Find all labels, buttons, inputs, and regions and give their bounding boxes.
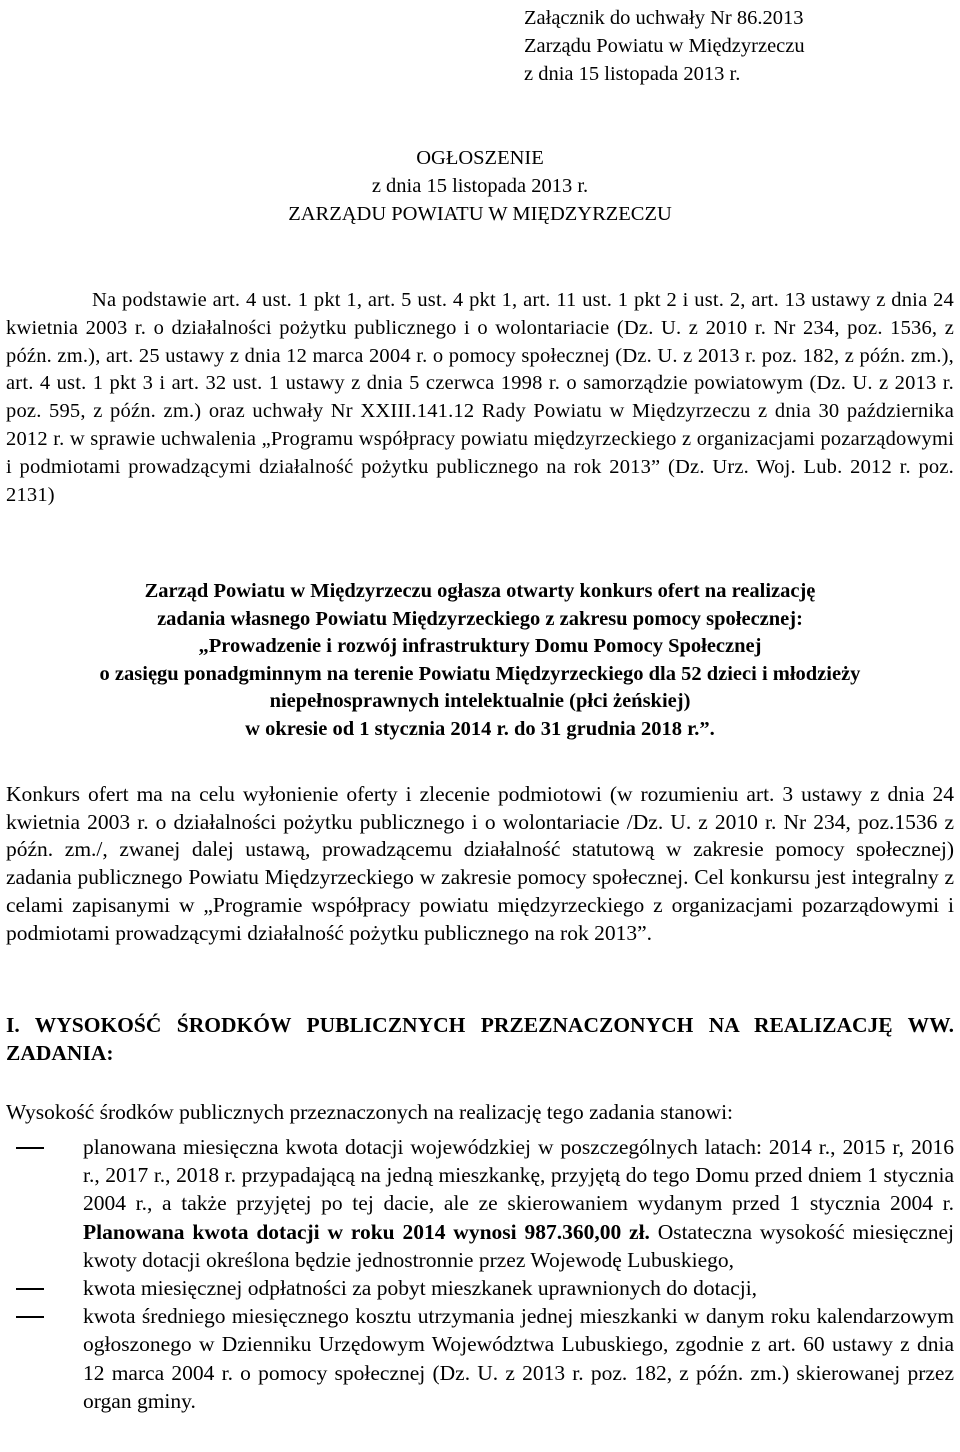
- title-issuer: ZARZĄDU POWIATU W MIĘDZYRZECZU: [288, 203, 672, 225]
- contest-purpose: [6, 781, 954, 947]
- list-item: [6, 1133, 954, 1274]
- annex-line-2: Zarządu Powiatu w Międzyrzeczu: [524, 35, 805, 57]
- bullet-3-text: kwota średniego miesięcznego kosztu utrzymania jednej mieszkanki w danym roku kalendarzowym ogłoszonego w Dzienniku Urzędowym Województwa Lubuskiego, zgodnie z art. 60 ustawy z dnia 12 marca 2004 r. o pomocy społecznej (Dz. U. z 2013 r. poz. 182, z późn. zm.) skierowanej przez organ gminy.: [83, 1304, 954, 1413]
- title-date: z dnia 15 listopada 2013 r.: [371, 175, 589, 197]
- announcement-line-1: Zarząd Powiatu w Międzyrzeczu ogłasza otwarty konkurs ofert na realizację: [144, 580, 816, 602]
- purpose-paragraph: Konkurs ofert ma na celu wyłonienie oferty i zlecenie podmiotowi (w rozumieniu art. 3 ustawy z dnia 24 kwietnia 2003 r. o działalności pożytku publicznego i o wolontariacie /Dz. U. z 2010 r. Nr 234, poz.1536 z późn. zm./, zwanej dalej ustawą, prowadzącemu działalność statutową w zakresie pomocy społecznej) zadania publicznego Powiatu Międzyrzeckiego w zakresie pomocy społecznej. Cel konkursu jest integralny z celami zapisanymi w „Programie współpracy powiatu międzyrzeckiego z organizacjami pozarządowymi i podmiotami prowadzącymi działalność pożytku publicznego na rok 2013”.: [6, 782, 954, 945]
- list-item: [6, 1274, 954, 1302]
- announcement: [6, 578, 954, 743]
- bullet-1-tail: Ostateczna wysokość miesięcznej kwoty dotacji określona będzie jednostronnie przez Wojewodę Lubuskiego,: [83, 1219, 954, 1272]
- announcement-line-3: „Prowadzenie i rozwój infrastruktury Domu Pomocy Społecznej: [198, 635, 762, 657]
- annex-note: [524, 4, 805, 88]
- announcement-line-6: w okresie od 1 stycznia 2014 r. do 31 grudnia 2018 r.”.: [245, 717, 715, 740]
- section-heading: [6, 1012, 954, 1067]
- legal-basis: [6, 287, 954, 509]
- funding-intro: [6, 1098, 954, 1126]
- list-item: [6, 1302, 954, 1415]
- section-1-heading: I. WYSOKOŚĆ ŚRODKÓW PUBLICZNYCH PRZEZNACZONYCH NA REALIZACJĘ WW. ZADANIA:: [6, 1013, 954, 1065]
- announcement-line-5: niepełnosprawnych intelektualnie (płci żeńskiej): [269, 690, 691, 712]
- annex-line-3: z dnia 15 listopada 2013 r.: [524, 63, 741, 85]
- document-title: [6, 144, 954, 228]
- bullet-1-bold: Planowana kwota dotacji w roku 2014 wynosi 987.360,00 zł.: [83, 1219, 650, 1244]
- annex-line-1: Załącznik do uchwały Nr 86.2013: [524, 7, 804, 29]
- bullet-1-text: planowana miesięczna kwota dotacji wojewódzkiej w poszczególnych latach: 2014 r., 2015 r, 2016 r., 2017 r., 2018 r. przypadającą na jedną mieszkankę, przyjętą do tego Domu przed dniem 1 stycznia 2004 r., a także przyjętej po tej dacie, ale ze skierowaniem wydanym przed 1 stycznia 2004 r.: [83, 1135, 954, 1216]
- funding-intro-text: Wysokość środków publicznych przeznaczonych na realizację tego zadania stanowi:: [6, 1100, 734, 1124]
- announcement-line-4: o zasięgu ponadgminnym na terenie Powiatu Międzyrzeckiego dla 52 dzieci i młodzieży: [99, 662, 861, 685]
- announcement-line-2: zadania własnego Powiatu Międzyrzeckiego z zakresu pomocy społecznej:: [157, 607, 803, 630]
- funding-list: [6, 1133, 954, 1415]
- bullet-2-text: kwota miesięcznej odpłatności za pobyt mieszkanek uprawnionych do dotacji,: [83, 1276, 758, 1301]
- legal-basis-paragraph: Na podstawie art. 4 ust. 1 pkt 1, art. 5 ust. 4 pkt 1, art. 11 ust. 1 pkt 2 i ust. 2, art. 13 ustawy z dnia 24 kwietnia 2003 r. o działalności pożytku publicznego i o wolontariacie (Dz. U. z 2010 r. Nr 234, poz. 1536, z późn. zm.), art. 25 ustawy z dnia 12 marca 2004 r. o pomocy społecznej (Dz. U. z 2013 r. poz. 182, z późn. zm.), art. 4 ust. 1 pkt 3 i art. 32 ust. 1 ustawy z dnia 5 czerwca 1998 r. o samorządzie powiatowym (Dz. U. z 2013 r. poz. 595, z późn. zm.) oraz uchwały Nr XXIII.141.12 Rady Powiatu w Międzyrzeczu z dnia 30 października 2012 r. w sprawie uchwalenia „Programu współpracy powiatu międzyrzeckiego z organizacjami pozarządowymi i podmiotami prowadzącymi działalność pożytku publicznego na rok 2013” (Dz. Urz. Woj. Lub. 2012 r. poz. 2131): [6, 289, 954, 506]
- title-heading: OGŁOSZENIE: [416, 147, 544, 169]
